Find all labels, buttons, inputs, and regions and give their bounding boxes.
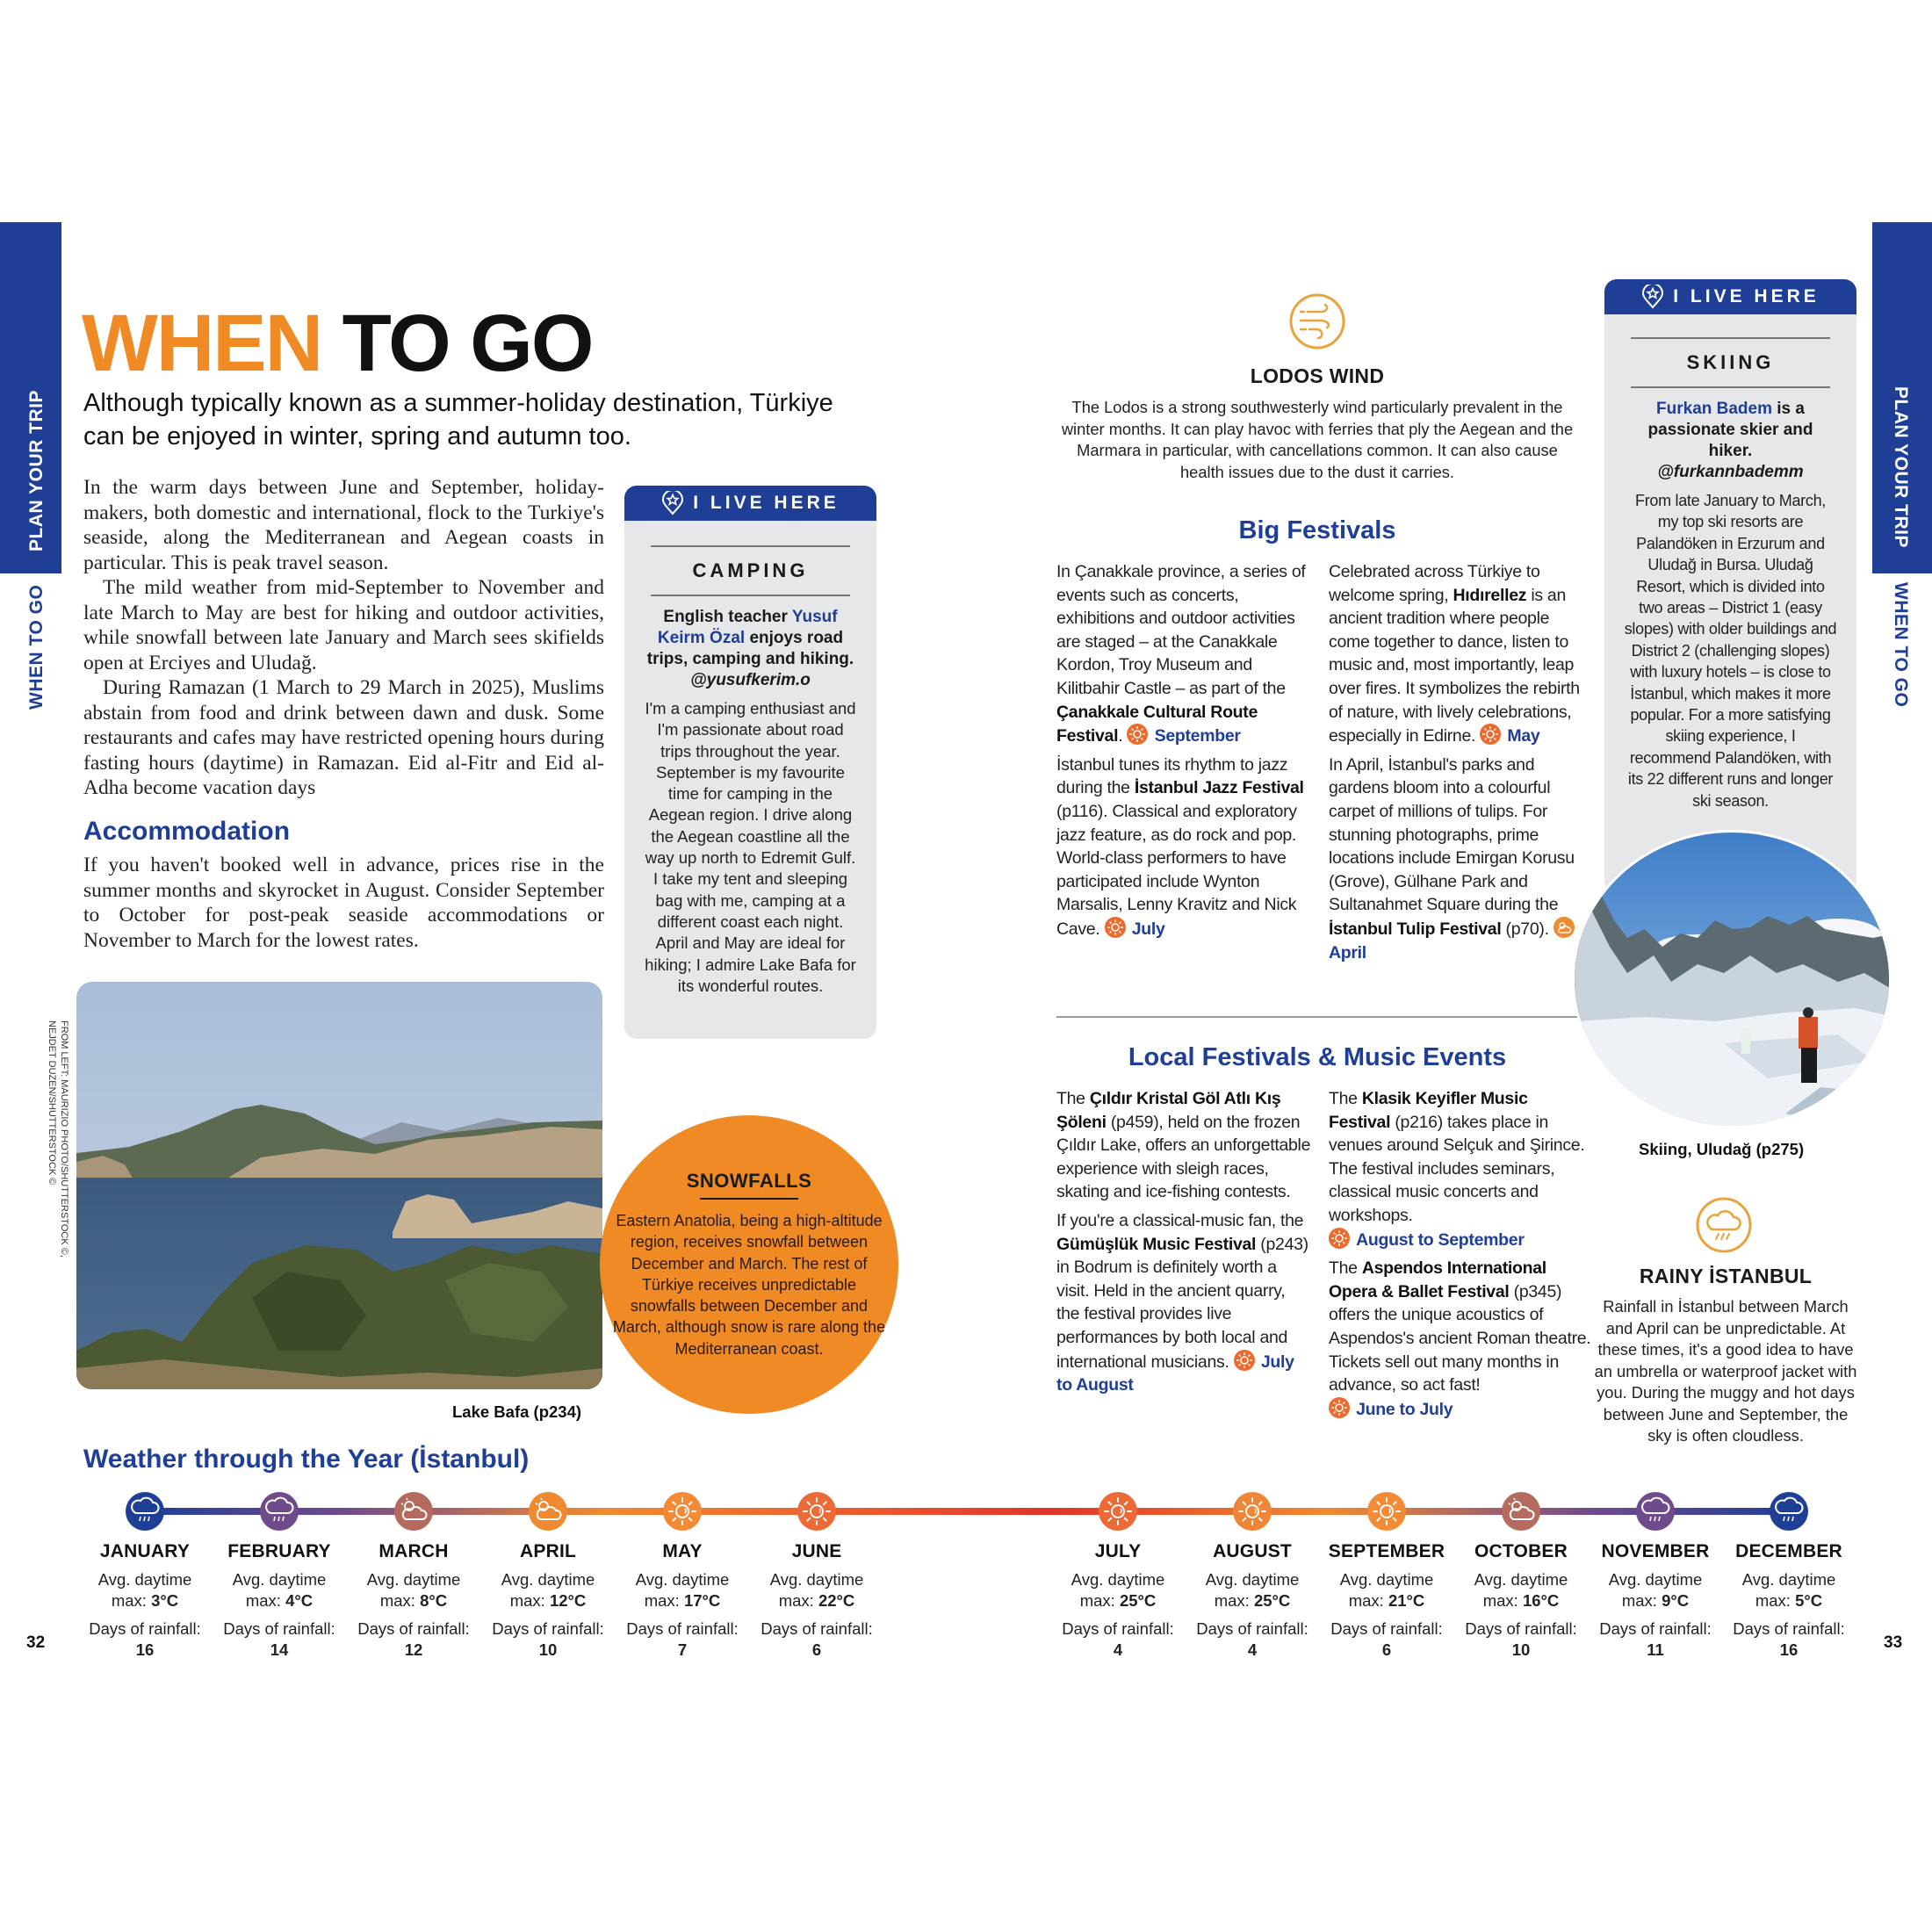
ilh-bio [1604,388,1856,487]
avg-temp [482,1569,614,1611]
month-marker-november [1636,1492,1675,1531]
month-column [1455,1541,1587,1661]
festival-month: April [1329,942,1366,962]
social-handle: @yusufkerim.o [690,671,811,689]
festival-text: In Çanakkale province, a series of events such as concerts, exhibitions and outdoor activities are staged – at the Canakkale Kordon, Troy Museum and Kilitbahir Castle – as part of the [1056,562,1306,698]
festival-entry [1056,753,1311,941]
month-column [1052,1541,1184,1661]
rain-days-value: 6 [811,1640,822,1659]
festival-month: June to July [1356,1399,1453,1419]
social-handle: @furkannbademm [1657,463,1804,481]
body-text [83,475,604,801]
rain-days [348,1618,479,1661]
rain-days-label: Days of rainfall: [1062,1619,1174,1638]
page-number-right: 33 [1884,1633,1903,1652]
lake-bafa-photo [76,982,602,1389]
ilh-text: I'm a camping enthusiast and I'm passionate about road trips throughout the year. September is my favourite time for camping in the Aegean region. I drive along the Aegean coastline all the way up north to Edremit Gulf. I take my tent and sleeping bag with me, camping at a different coast each night. April and May are ideal for hiking; I admire Lake Bafa for its wonderful routes. [645,699,856,995]
avg-temp-label: Avg. daytime [1608,1570,1703,1589]
avg-temp [751,1569,883,1611]
festival-month: August to September [1356,1229,1525,1250]
month-column [482,1541,614,1661]
avg-temp-label: Avg. daytime [1339,1570,1434,1589]
rain-days [1455,1618,1587,1661]
i-live-here-skiing-box [1604,279,1856,894]
festival-name: Aspendos International Opera & Ballet Festival [1329,1258,1546,1301]
avg-temp-value: 17°C [683,1591,721,1610]
page-title-to-go: TO GO [342,299,593,388]
big-festivals-heading: Big Festivals [1238,516,1396,544]
i-live-here-label: I LIVE HERE [1673,286,1820,306]
avg-temp-prefix: max: [1621,1591,1662,1610]
rain-cloud-icon [1695,1196,1753,1258]
avg-temp-label: Avg. daytime [1741,1570,1836,1589]
rain-days-label: Days of rainfall: [1599,1619,1712,1638]
month-marker-april [529,1492,567,1531]
festival-month: September [1154,726,1241,746]
person-name: Furkan Badem [1656,400,1772,418]
side-tab-chapter-label: WHEN TO GO [26,584,47,710]
rain-days [751,1618,883,1661]
avg-temp-value: 4°C [285,1591,314,1610]
festival-text: (p345) offers the unique acoustics of Aspendos's ancient Roman theatre. Tickets sell out many months in advance, so act fast! [1329,1281,1591,1395]
rain-days-label: Days of rainfall: [1196,1619,1308,1638]
local-festivals-heading: Local Festivals & Music Events [1128,1043,1507,1071]
side-tab-chapter-label-right: WHEN TO GO [1891,582,1911,708]
person-name: Yusuf Keirm Özal [657,608,838,647]
rainy-istanbul-title: RAINY İSTANBUL [1639,1265,1813,1287]
side-tab-section-label-right: PLAN YOUR TRIP [1891,386,1911,548]
month-column [616,1541,748,1661]
ilh-bio [624,596,876,695]
lodos-wind-text: The Lodos is a strong southwesterly wind particularly prevalent in the winter months. It can play havoc with ferries that ply the Aegean and the Marmara in particular, with cancellations common. It can also cause health issues due to the dust it carries. [1061,398,1574,481]
month-marker-december [1770,1492,1808,1531]
rain-days-value: 14 [270,1640,289,1659]
month-name: NOVEMBER [1601,1541,1710,1561]
month-marker-january [126,1492,164,1531]
month-name: APRIL [520,1541,576,1561]
avg-temp-label: Avg. daytime [1071,1570,1165,1589]
month-name: JULY [1094,1541,1142,1561]
rain-days-label: Days of rainfall: [1330,1619,1443,1638]
festival-entry [1056,560,1311,748]
divider [700,1198,798,1200]
festival-text: (p459), held on the frozen Çıldır Lake, offers an unforgettable experience with sleigh races, skating and ice-fishing contests. [1056,1112,1311,1202]
avg-temp-value: 16°C [1522,1591,1560,1610]
sun-icon [1329,1228,1350,1249]
avg-temp-label: Avg. daytime [769,1570,864,1589]
location-star-icon [661,491,684,515]
avg-temp-prefix: max: [245,1591,286,1610]
festival-text: Celebrated across Türkiye to welcome spring, [1329,562,1540,605]
month-marker-september [1367,1492,1406,1531]
month-column [1186,1541,1318,1661]
festival-text: In April, İstanbul's parks and gardens bloom into a colourful carpet of millions of tulips. For stunning photographs, prime locations include Emirgan Korusu (Grove), Gülhane Park and Sultanahmet Square during the [1329,754,1575,915]
rain-days-value: 16 [1779,1640,1799,1659]
avg-temp [616,1569,748,1611]
festival-name: Klasik Keyifler Music Festival [1329,1089,1528,1132]
month-name: FEBRUARY [227,1541,331,1561]
month-marker-march [394,1492,433,1531]
local-festivals-col-1 [1056,1087,1311,1402]
avg-temp-value: 22°C [818,1591,855,1610]
sun-icon [1239,1498,1265,1525]
avg-temp-label: Avg. daytime [232,1570,327,1589]
weather-title: Weather through the Year (İstanbul) [83,1445,530,1474]
avg-temp [213,1569,345,1611]
month-name: JUNE [791,1541,842,1561]
month-column [1590,1541,1721,1661]
rain-days [213,1618,345,1661]
avg-temp-value: 3°C [151,1591,179,1610]
month-column [1723,1541,1855,1661]
i-live-here-header [624,486,876,521]
festival-entry [1056,1087,1311,1204]
avg-temp-prefix: max: [1348,1591,1388,1610]
bio-suffix: is a passionate skier and hiker. [1647,400,1813,460]
skiing-caption: Skiing, Uludağ (p275) [1639,1140,1805,1158]
avg-temp-prefix: max: [644,1591,684,1610]
month-name: SEPTEMBER [1328,1541,1445,1561]
snowfalls-feature [600,1115,898,1414]
month-name: MARCH [378,1541,449,1561]
avg-temp-value: 12°C [549,1591,587,1610]
month-marker-may [663,1492,702,1531]
rain-days [616,1618,748,1661]
avg-temp-label: Avg. daytime [97,1570,192,1589]
month-column [79,1541,211,1661]
month-column [213,1541,345,1661]
rain-days-label: Days of rainfall: [1465,1619,1577,1638]
month-marker-october [1502,1492,1540,1531]
bio-prefix: English teacher [663,608,792,626]
sun-icon [1105,917,1126,938]
rain-days-label: Days of rainfall: [626,1619,739,1638]
rain-days-label: Days of rainfall: [761,1619,873,1638]
avg-temp-value: 8°C [420,1591,448,1610]
rain-days [1052,1618,1184,1661]
month-name: MAY [662,1541,703,1561]
month-marker-february [260,1492,299,1531]
avg-temp-value: 5°C [1795,1591,1823,1610]
snowfalls-text: Eastern Anatolia, being a high-altitude region, receives snowfall between December and March. The rest of Türkiye receives unpredictable snowfalls between December and March, although snow is rare along the Mediterranean coast. [612,1212,886,1358]
photo-credit-line: NEJDET DUZEN/SHUTTERSTOCK © [47,1020,57,1186]
avg-temp-value: 21°C [1388,1591,1425,1610]
section-divider [1056,1016,1583,1018]
festival-text: . [1118,726,1123,746]
avg-temp [79,1569,211,1611]
rain-days [79,1618,211,1661]
photo-credit [46,1020,70,1258]
avg-temp-prefix: max: [1214,1591,1254,1610]
month-name: DECEMBER [1735,1541,1842,1561]
rain-days-label: Days of rainfall: [223,1619,335,1638]
month-column [751,1541,883,1661]
avg-temp-prefix: max: [379,1591,421,1610]
festival-name: Hıdırellez [1453,585,1527,605]
partly-cloudy-icon [1554,917,1575,938]
local-festivals-col-2 [1329,1087,1592,1426]
festival-name: İstanbul Tulip Festival [1329,919,1502,939]
festival-name: İstanbul Jazz Festival [1134,778,1304,798]
sun-icon [1127,724,1148,745]
rainy-istanbul-text: Rainfall in İstanbul between March and April can be unpredictable. At these times, it's a good idea to have an umbrella or waterproof jacket with you. During the muggy and hot days between June and September, the sky is often cloudless. [1594,1297,1857,1445]
rain-days-label: Days of rainfall: [89,1619,201,1638]
avg-temp [1590,1569,1721,1611]
wind-icon [1288,292,1346,355]
month-marker-july [1099,1492,1137,1531]
festival-text: is an ancient tradition where people come together to dance, listen to music and, most importantly, leap over fires. It symbolizes the rebirth of nature, with lively celebrations, especially in Edirne. [1329,585,1580,746]
rain-days-label: Days of rainfall: [492,1619,604,1638]
sun-icon [1373,1498,1400,1525]
festival-entry [1329,1257,1592,1421]
rain-days-value: 4 [1247,1640,1258,1659]
avg-temp [1455,1569,1587,1611]
skiing-image [1575,833,1892,1128]
rain-days-value: 16 [135,1640,155,1659]
sun-icon [804,1498,830,1525]
big-festivals-col-2 [1329,560,1592,970]
festival-text: The [1329,1258,1362,1279]
month-marker-august [1233,1492,1272,1531]
month-name: OCTOBER [1474,1541,1568,1561]
photo-credit-line: FROM LEFT: MAURIZIO PHOTO/SHUTTERSTOCK ©, [59,1020,69,1258]
location-star-icon [1641,285,1664,309]
rain-days [1723,1618,1855,1661]
lake-bafa-image [76,982,602,1389]
rain-icon [1642,1498,1669,1521]
sun-icon [669,1498,696,1525]
month-name: AUGUST [1213,1541,1292,1561]
i-live-here-header [1604,279,1856,314]
body-paragraph: In the warm days between June and September, holiday-makers, both domestic and international, flock to the Turkiye's seaside, along the Mediterranean and Aegean coasts in particular. This is peak travel season. [83,476,604,574]
big-festivals-col-1 [1056,560,1311,947]
ilh-topic: CAMPING [692,559,809,581]
rain-days [1186,1618,1318,1661]
festival-text: (p70). [1501,919,1549,939]
intro-text: Although typically known as a summer-holiday destination, Türkiye can be enjoyed in winter, spring and autumn too. [83,389,833,451]
page-title-when: WHEN [82,299,322,388]
avg-temp-prefix: max: [1755,1591,1796,1610]
partly-cloudy-icon [536,1498,561,1519]
rain-icon [266,1498,292,1521]
sun-icon [1234,1350,1255,1371]
festival-name: Gümüşlük Music Festival [1056,1234,1257,1254]
snowfalls-title: SNOWFALLS [686,1170,812,1192]
body-paragraph: The mild weather from mid-September to November and late March to May are best for hiking and outdoor activities, while snowfall between late January and March sees skifields open at Erciyes and Uludağ. [83,576,604,674]
avg-temp-label: Avg. daytime [501,1570,595,1589]
rain-days [482,1618,614,1661]
accommodation-text: If you haven't booked well in advance, prices rise in the summer months and skyrocket in August. Consider September to October for post-peak seaside accommodations or November to March for the lowest rates. [83,854,604,952]
avg-temp-prefix: max: [509,1591,550,1610]
rain-icon [132,1498,158,1521]
rain-days [1590,1618,1721,1661]
festival-text: If you're a classical-music fan, the [1056,1210,1304,1230]
accommodation-heading: Accommodation [83,817,291,846]
rain-days-value: 12 [404,1640,423,1659]
rain-days-value: 11 [1647,1640,1664,1659]
avg-temp-value: 25°C [1253,1591,1291,1610]
sun-icon [1329,1397,1350,1418]
avg-temp-label: Avg. daytime [1205,1570,1300,1589]
partly-cloudy-icon [401,1498,427,1519]
side-tab-section-label: PLAN YOUR TRIP [26,390,47,551]
rain-days-value: 7 [677,1640,688,1659]
month-name: JANUARY [99,1541,191,1561]
sun-icon [1480,724,1501,745]
festival-text: İstanbul tunes its rhythm to jazz during the [1056,754,1288,798]
avg-temp-label: Avg. daytime [366,1570,461,1589]
avg-temp [1186,1569,1318,1611]
festival-text: (p243) in Bodrum is definitely worth a visit. Held in the ancient quarry, the festival provides live performances by both local and international musicians. [1056,1234,1308,1372]
festival-text: The [1056,1089,1090,1108]
avg-temp-label: Avg. daytime [1474,1570,1568,1589]
rain-days-value: 10 [538,1640,558,1659]
rain-days-value: 6 [1381,1640,1392,1659]
ilh-text: From late January to March, my top ski resorts are Palandöken in Erzurum and Uludağ in Bursa. Uludağ Resort, which is divided into two areas – District 1 (easy slopes) with older buildings and District 2 (challenging slopes) with luxury hotels – is close to İstanbul, which makes it more popular. For a more satisfying skiing experience, I recommend Palandöken, with its 22 different runs and longer ski season. [1624,492,1837,810]
ilh-topic: SKIING [1686,351,1775,373]
i-live-here-camping-box [624,486,876,1039]
rain-days-label: Days of rainfall: [1733,1619,1845,1638]
month-column [348,1541,479,1661]
festival-text: (p116). Classical and exploratory jazz feature, as do rock and pop. World-class performers to have participated include Wynton Marsalis, Lenny Kravitz and Nick Cave. [1056,801,1297,939]
rain-icon [1776,1498,1802,1521]
body-paragraph: During Ramazan (1 March to 29 March in 2025), Muslims abstain from food and drink between dawn and dusk. Some restaurants and cafes may have restricted opening hours during fasting hours (daytime) in Ramazan. Eid al-Fitr and Eid al-Adha become vacation days [83,676,604,799]
festival-month: May [1507,726,1540,746]
avg-temp [1723,1569,1855,1611]
festival-entry [1329,1087,1592,1251]
festival-name: Çıldır Kristal Göl Atlı Kış Şöleni [1056,1089,1281,1132]
page-title [82,299,593,388]
festival-month: July [1131,919,1165,939]
i-live-here-label: I LIVE HERE [693,493,840,513]
festival-entry [1329,560,1592,748]
month-marker-june [797,1492,836,1531]
avg-temp-prefix: max: [1482,1591,1523,1610]
avg-temp [348,1569,479,1611]
festival-entry [1329,753,1592,964]
bio-suffix: enjoys road trips, camping and hiking. [646,629,854,668]
festival-name: Çanakkale Cultural Route Festival [1056,702,1258,746]
partly-cloudy-icon [1509,1498,1534,1519]
festival-text: (p216) takes place in venues around Selçuk and Şirince. The festival includes seminars, classical music concerts and workshops. [1329,1112,1585,1225]
rain-days-value: 4 [1113,1640,1123,1659]
skiing-photo [1572,830,1892,1128]
festival-entry [1056,1209,1311,1397]
sun-icon [1105,1498,1131,1525]
page-number-left: 32 [26,1633,46,1652]
timeline-bar [145,1508,1789,1515]
festival-text: The [1329,1089,1362,1108]
avg-temp-prefix: max: [1079,1591,1120,1610]
avg-temp-value: 25°C [1119,1591,1157,1610]
avg-temp [1052,1569,1184,1611]
avg-temp [1321,1569,1453,1611]
rain-days [1321,1618,1453,1661]
festival-month: July to August [1056,1352,1294,1395]
avg-temp-prefix: max: [111,1591,152,1610]
avg-temp-label: Avg. daytime [635,1570,730,1589]
avg-temp-value: 9°C [1662,1591,1690,1610]
month-column [1321,1541,1453,1661]
rain-days-label: Days of rainfall: [357,1619,470,1638]
rain-days-value: 10 [1511,1640,1531,1659]
lake-bafa-caption: Lake Bafa (p234) [452,1402,582,1421]
avg-temp-prefix: max: [778,1591,818,1610]
lodos-wind-title: LODOS WIND [1250,364,1385,387]
